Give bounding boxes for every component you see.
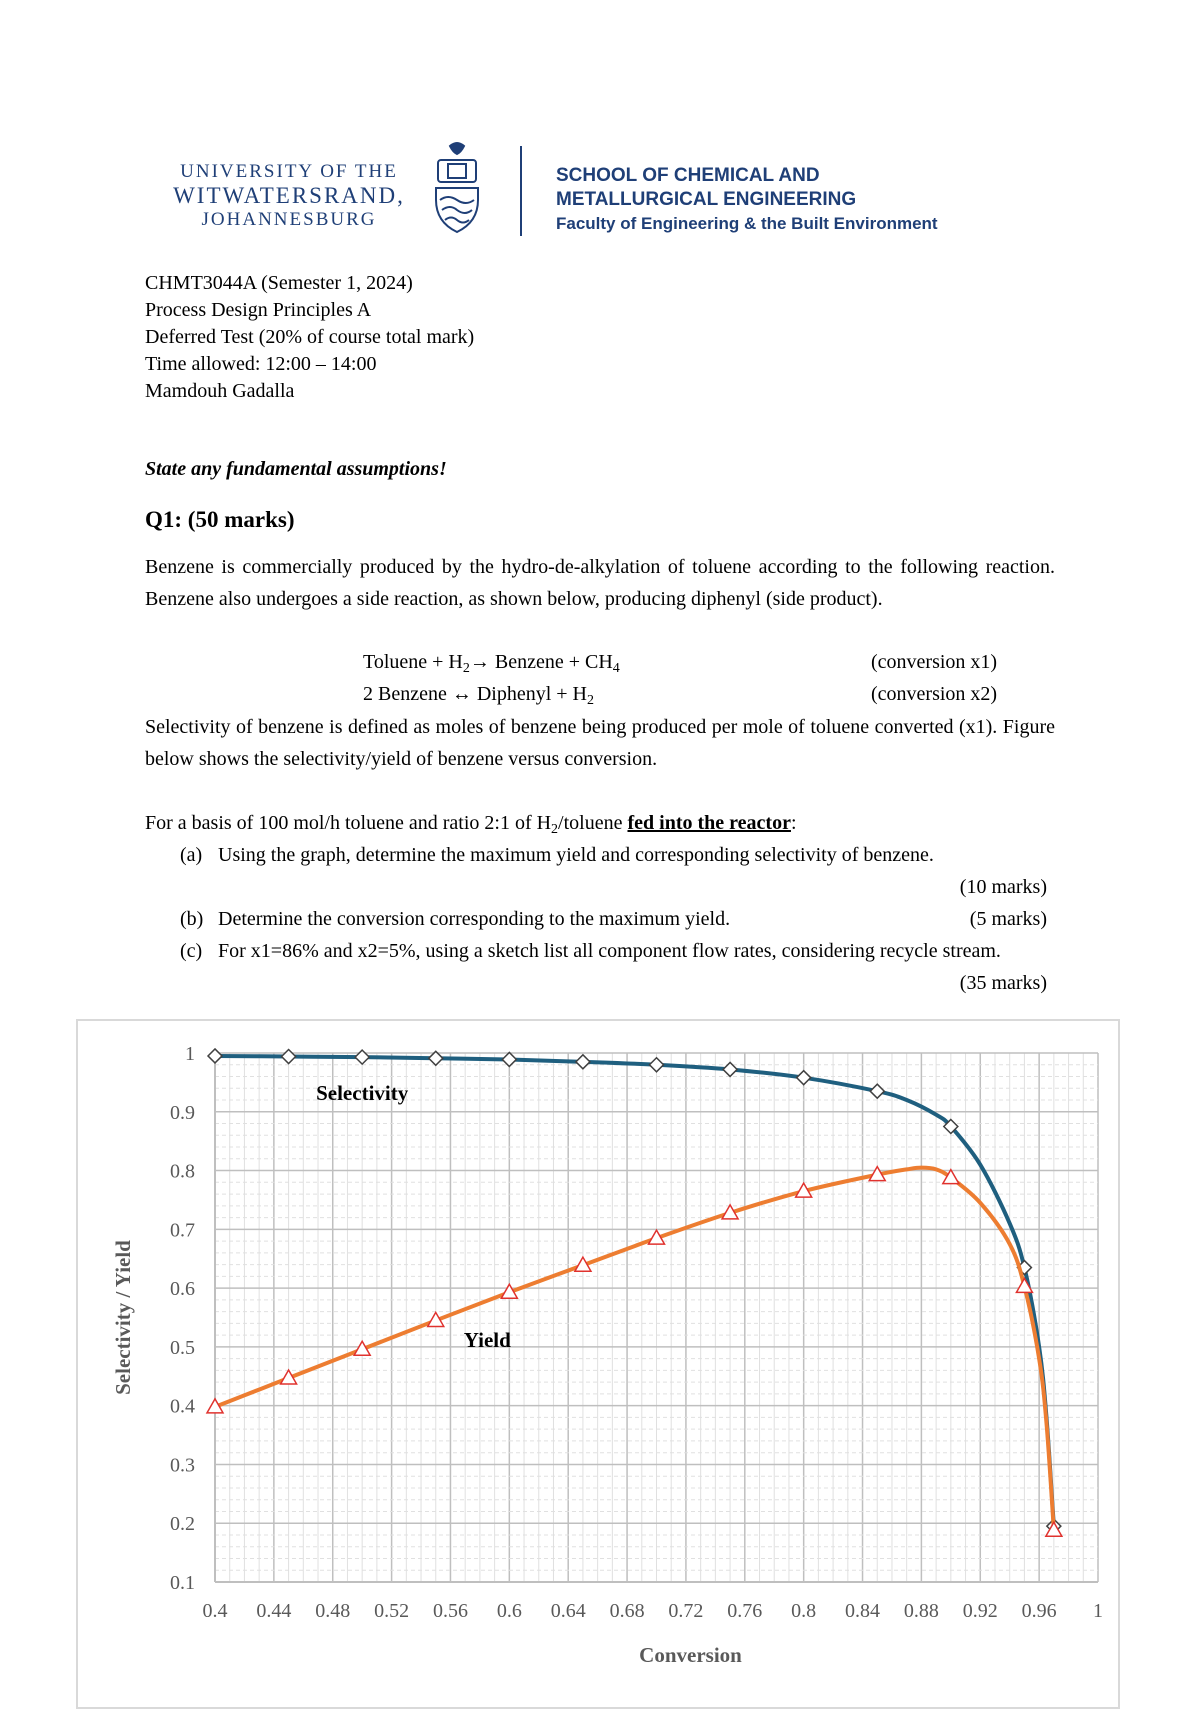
part-b-marks: (5 marks) [970, 903, 1047, 935]
part-a-text: Using the graph, determine the maximum yield and corresponding selectivity of benzene. [218, 844, 934, 866]
reaction-2-left: 2 Benzene ↔ Diphenyl + H [363, 683, 588, 705]
part-b [180, 903, 1055, 935]
selectivity-series-line [215, 1056, 1054, 1526]
x-tick-label: 0.52 [374, 1600, 410, 1622]
reaction-1 [363, 651, 620, 677]
university-line-1: UNIVERSITY OF THE [180, 161, 398, 182]
part-c-text: For x1=86% and x2=5%, using a sketch list all component flow rates, considering recycle stream. [218, 940, 1001, 962]
x-tick-label: 0.8 [791, 1600, 817, 1622]
reaction-1-sub1: 2 [462, 661, 470, 676]
lecturer-name: Mamdouh Gadalla [145, 380, 295, 402]
part-b-text: Determine the conversion corresponding to the maximum yield. [218, 908, 731, 930]
selectivity-data-point [355, 1050, 369, 1064]
x-tick-label: 1 [1093, 1600, 1103, 1622]
time-allowed: Time allowed: 12:00 – 14:00 [145, 353, 377, 375]
y-tick-label: 0.9 [170, 1101, 195, 1124]
reaction-2-sub1: 2 [587, 693, 595, 708]
x-tick-label: 0.6 [496, 1600, 522, 1622]
part-a-marks: (10 marks) [959, 876, 1047, 898]
basis-bold: fed into the reactor [627, 812, 791, 834]
school-line-2: METALLURGICAL ENGINEERING [556, 189, 857, 210]
basis-mid: /toluene [558, 812, 628, 834]
x-tick-label: 0.64 [550, 1600, 586, 1622]
university-wordmark [158, 160, 420, 232]
x-tick-label: 0.44 [256, 1600, 292, 1622]
reaction-1-left: Toluene + H [363, 651, 463, 673]
x-tick-label: 0.4 [202, 1600, 228, 1622]
reaction-2-conversion: (conversion x2) [871, 683, 998, 705]
x-tick-label: 0.76 [727, 1600, 763, 1622]
y-tick-label: 0.3 [170, 1454, 195, 1477]
selectivity-data-point [208, 1049, 222, 1063]
x-axis-title: Conversion [639, 1643, 742, 1667]
x-tick-label: 0.88 [903, 1600, 939, 1622]
part-c-label: (c) [180, 940, 203, 962]
chart-annotation-selectivity: Selectivity [316, 1081, 409, 1106]
reaction-1-conversion: (conversion x1) [871, 651, 998, 673]
header-logos [158, 140, 1058, 250]
x-tick-label: 0.72 [668, 1600, 704, 1622]
x-tick-label: 0.48 [315, 1600, 351, 1622]
basis-post: : [790, 812, 797, 834]
school-line-1: SCHOOL OF CHEMICAL AND [556, 165, 820, 186]
part-b-label: (b) [180, 908, 204, 930]
y-tick-label: 0.6 [170, 1278, 195, 1301]
part-a [180, 839, 1055, 903]
chart-annotation-yield: Yield [463, 1327, 511, 1352]
y-tick-label: 1 [185, 1043, 195, 1065]
x-tick-label: 0.56 [432, 1600, 468, 1622]
x-tick-label: 0.96 [1021, 1600, 1057, 1622]
y-tick-label: 0.1 [170, 1572, 195, 1594]
reaction-1-sub2: 4 [612, 661, 620, 676]
x-tick-label: 0.92 [962, 1600, 998, 1622]
assumptions-note: State any fundamental assumptions! [145, 458, 447, 480]
selectivity-data-point [576, 1055, 590, 1069]
yield-series-line [215, 1168, 1054, 1531]
selectivity-data-point [870, 1084, 884, 1098]
y-tick-label: 0.5 [170, 1336, 195, 1359]
course-code: CHMT3044A (Semester 1, 2024) [145, 272, 413, 294]
university-line-3: JOHANNESBURG [201, 209, 377, 230]
question-heading: Q1: (50 marks) [145, 507, 295, 532]
reaction-1-right: → Benzene + CH [469, 651, 613, 673]
logo-divider [520, 146, 522, 236]
y-tick-label: 0.4 [170, 1395, 195, 1418]
y-tick-label: 0.2 [170, 1513, 195, 1536]
reaction-2 [363, 683, 594, 709]
course-info [145, 270, 474, 405]
selectivity-yield-chart [76, 1019, 1120, 1696]
university-line-2: WITWATERSRAND, [173, 183, 405, 208]
y-axis-title: Selectivity / Yield [111, 1240, 135, 1395]
selectivity-data-point [797, 1071, 811, 1085]
part-c [180, 935, 1055, 999]
x-tick-label: 0.84 [845, 1600, 881, 1622]
selectivity-data-point [650, 1058, 664, 1072]
selectivity-data-point [282, 1050, 296, 1064]
y-tick-label: 0.7 [170, 1219, 195, 1242]
x-tick-label: 0.68 [609, 1600, 645, 1622]
course-title: Process Design Principles A [145, 299, 372, 321]
school-wordmark [556, 164, 938, 236]
question-intro: Benzene is commercially produced by the hydro-de-alkylation of toluene according to the following reaction. Benzene also undergoes a side reaction, as shown below, producing diphenyl (side product). [145, 556, 1055, 610]
selectivity-definition: Selectivity of benzene is defined as moles of benzene being produced per mole of toluene converted (x1). Figure below shows the selectivity/yield of benzene versus conversion. [145, 716, 1055, 770]
test-description: Deferred Test (20% of course total mark) [145, 326, 475, 348]
part-c-marks: (35 marks) [959, 972, 1047, 994]
y-tick-label: 0.8 [170, 1160, 195, 1183]
university-crest-icon [430, 140, 484, 236]
basis-sub: 2 [551, 822, 559, 837]
school-line-3: Faculty of Engineering & the Built Environment [556, 214, 938, 233]
basis-pre: For a basis of 100 mol/h toluene and ratio 2:1 of H [145, 812, 552, 834]
part-a-label: (a) [180, 844, 203, 866]
